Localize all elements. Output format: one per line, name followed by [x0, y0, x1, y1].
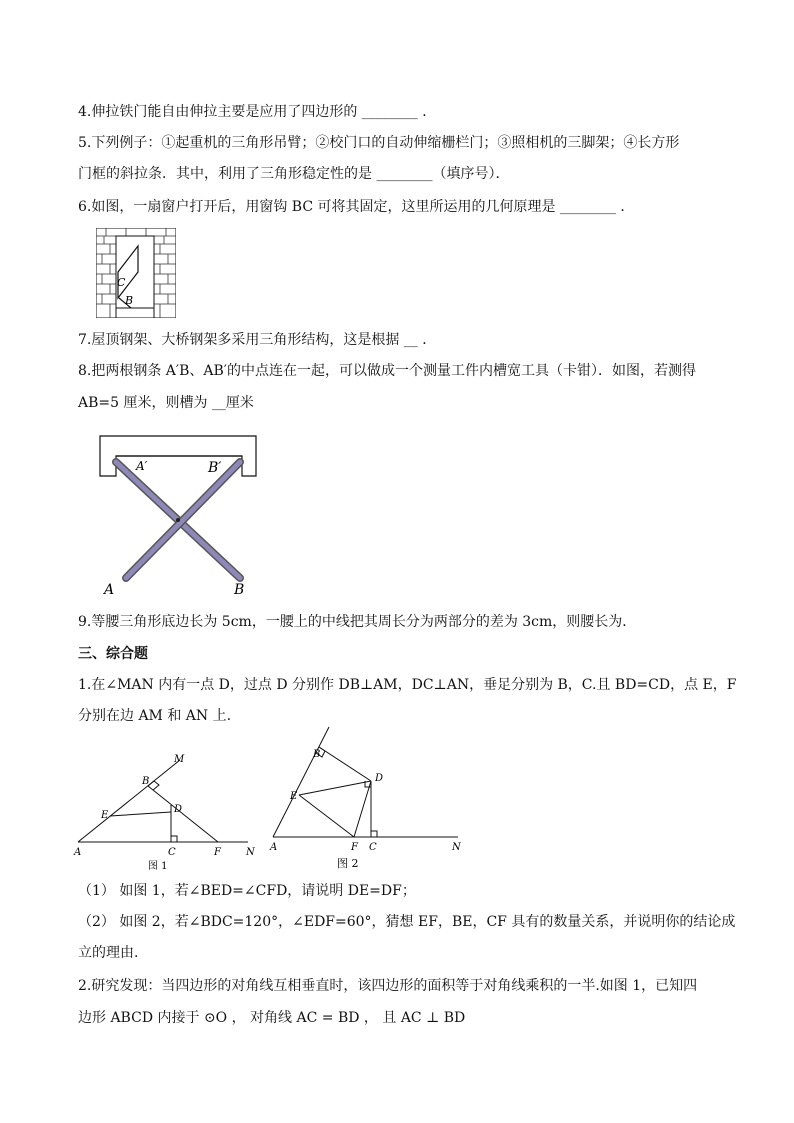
problem-1-sub-2-line-1: （2） 如图 2，若∠BDC=120°，∠EDF=60°，猜想 EF，BE，CF 具有的数量关系，并说明你的结论成: [78, 914, 736, 930]
fig1-caption: 图 1: [148, 861, 168, 872]
problem-1-sub-1: （1） 如图 1，若∠BED=∠CFD，请说明 DE=DF；: [78, 883, 416, 899]
fig1-label-d: D: [174, 804, 183, 815]
fig1-label-n: N: [246, 847, 255, 858]
caliper-label-b: B: [234, 582, 245, 598]
fig2-label-d: D: [375, 773, 384, 784]
problem-2-line-1: 2.研究发现：当四边形的对角线互相垂直时，该四边形的面积等于对角线乘积的一半.如图 1，已知四: [78, 978, 698, 994]
question-8-line-1: 8.把两根钢条 A′B、AB′的中点连在一起，可以做成一个测量工件内槽宽工具（卡钳）．如图，若测得: [78, 363, 696, 379]
fig2-label-b: B: [313, 749, 321, 760]
fig1-label-m: M: [174, 754, 185, 765]
question-4: 4.伸拉铁门能自由伸拉主要是应用了四边形的 ________ ．: [78, 104, 437, 120]
section-3-heading: 三、综合题: [78, 646, 148, 662]
problem-2-line-2: 边形 ABCD 内接于 ⊙O ， 对角线 AC = BD ， 且 AC ⊥ BD: [78, 1010, 466, 1026]
caliper-label-a: A: [104, 582, 115, 598]
fig1-label-a: A: [74, 847, 82, 858]
fig2-label-e: E: [290, 791, 298, 802]
problem-1-line-2: 分别在边 AM 和 AN 上.: [78, 708, 232, 724]
geometry-figure-2: [265, 725, 470, 875]
question-8-line-2: AB=5 厘米，则槽为 __厘米: [78, 395, 254, 411]
fig1-label-e: E: [101, 810, 109, 821]
geometry-figure-1: [70, 748, 270, 873]
question-9: 9.等腰三角形底边长为 5cm，一腰上的中线把其周长分为两部分的差为 3cm，则腰长为．: [78, 614, 637, 630]
fig2-label-a: A: [270, 842, 278, 853]
window-figure: [96, 228, 176, 318]
fig1-label-c: C: [168, 847, 176, 858]
problem-1-sub-2-line-2: 立的理由.: [78, 945, 139, 961]
question-6: 6.如图，一扇窗户打开后，用窗钩 BC 可将其固定，这里所运用的几何原理是 ________ ．: [78, 199, 635, 215]
problem-1-line-1: 1.在∠MAN 内有一点 D，过点 D 分别作 DB⊥AM，DC⊥AN，垂足分别为 B，C.且 BD=CD，点 E，F: [78, 677, 737, 693]
window-label-c: C: [117, 276, 126, 289]
fig2-caption: 图 2: [337, 857, 359, 870]
fig1-label-f: F: [214, 847, 221, 858]
fig2-label-c: C: [369, 842, 377, 853]
question-7: 7.屋顶钢架、大桥钢架多采用三角形结构，这是根据 __ ．: [78, 332, 437, 348]
fig2-label-f: F: [351, 842, 358, 853]
window-label-b: B: [125, 294, 134, 307]
caliper-figure: [90, 432, 270, 600]
question-5-line-1: 5.下列例子：①起重机的三角形吊臂；②校门口的自动伸缩栅栏门；③照相机的三脚架；④长方形: [78, 135, 680, 151]
caliper-label-a-prime: A′: [136, 459, 148, 473]
question-5-line-2: 门框的斜拉条．其中，利用了三角形稳定性的是 ________（填序号）．: [78, 166, 510, 182]
fig2-label-n: N: [452, 842, 461, 853]
caliper-label-b-prime: B′: [208, 460, 222, 476]
fig1-label-b: B: [142, 776, 150, 787]
